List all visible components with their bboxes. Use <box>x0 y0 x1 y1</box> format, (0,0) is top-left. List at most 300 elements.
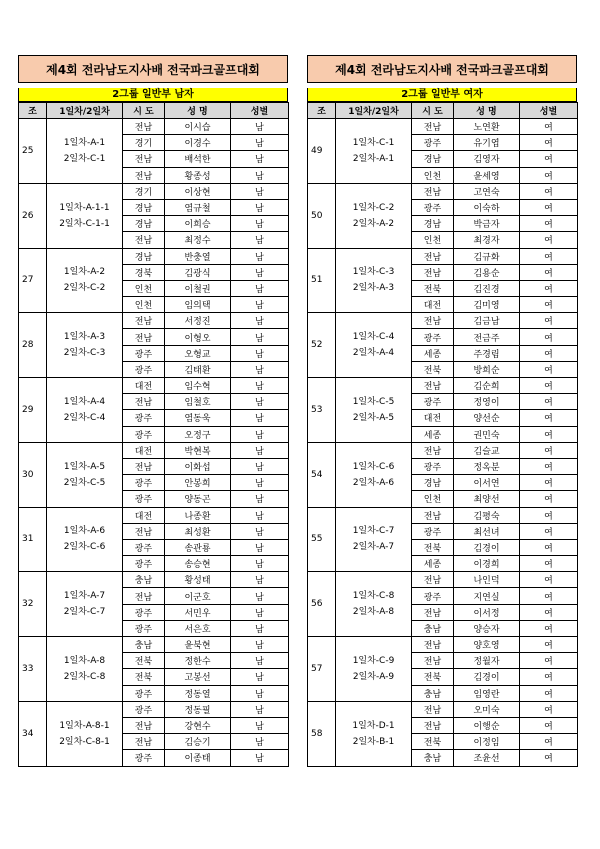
table-row <box>19 442 289 458</box>
region-cell: 전남 <box>123 588 165 604</box>
name-cell: 박현복 <box>165 442 231 458</box>
round-assignment <box>47 637 123 702</box>
group-number: 51 <box>308 248 336 313</box>
round-assignment <box>336 637 412 702</box>
name-cell: 임의택 <box>165 297 231 313</box>
gender-cell: 여 <box>520 426 578 442</box>
region-cell: 전남 <box>123 717 165 733</box>
table-row <box>19 248 289 264</box>
table-row <box>308 313 578 329</box>
round-assignment <box>336 378 412 443</box>
day2-round: 2일차-C-4 <box>63 412 106 423</box>
group-number: 30 <box>19 442 47 507</box>
name-cell: 서정진 <box>165 313 231 329</box>
region-cell: 전남 <box>412 264 454 280</box>
name-cell: 정동필 <box>165 701 231 717</box>
gender-cell: 여 <box>520 717 578 733</box>
day1-round: 1일차-C-7 <box>352 526 395 537</box>
day1-round: 1일차-C-1 <box>352 137 395 148</box>
division-subtitle: 2그룹 일반부 여자 <box>307 88 577 102</box>
region-cell: 광주 <box>123 345 165 361</box>
region-cell: 전북 <box>412 539 454 555</box>
gender-cell: 남 <box>231 523 289 539</box>
name-cell: 김금남 <box>454 313 520 329</box>
region-cell: 광주 <box>412 394 454 410</box>
round-assignment <box>336 313 412 378</box>
name-cell: 이상현 <box>165 183 231 199</box>
gender-cell: 여 <box>520 167 578 183</box>
name-cell: 최경자 <box>454 232 520 248</box>
region-cell: 경남 <box>412 216 454 232</box>
name-cell: 이철권 <box>165 280 231 296</box>
division-subtitle: 2그룹 일반부 남자 <box>18 88 288 102</box>
region-cell: 광주 <box>412 588 454 604</box>
day1-round: 1일차-A-8 <box>63 655 106 666</box>
day1-round: 1일차-A-4 <box>63 396 106 407</box>
region-cell: 전남 <box>412 507 454 523</box>
name-cell: 송관룡 <box>165 539 231 555</box>
gender-cell: 남 <box>231 556 289 572</box>
day2-round: 2일차-C-8 <box>63 671 106 682</box>
group-number: 29 <box>19 378 47 443</box>
gender-cell: 남 <box>231 264 289 280</box>
gender-cell: 남 <box>231 426 289 442</box>
table-row <box>308 248 578 264</box>
name-cell: 최정수 <box>165 232 231 248</box>
day1-round: 1일차-C-9 <box>352 655 395 666</box>
name-cell: 최성환 <box>165 523 231 539</box>
gender-cell: 여 <box>520 135 578 151</box>
region-cell: 전남 <box>412 378 454 394</box>
name-cell: 노연환 <box>454 119 520 135</box>
region-cell: 인천 <box>123 280 165 296</box>
region-cell: 인천 <box>412 491 454 507</box>
gender-cell: 남 <box>231 216 289 232</box>
region-cell: 광주 <box>123 556 165 572</box>
name-cell: 염규철 <box>165 199 231 215</box>
name-cell: 김용순 <box>454 264 520 280</box>
region-cell: 전남 <box>412 717 454 733</box>
col-group-no: 조 <box>308 103 336 119</box>
region-cell: 전남 <box>412 572 454 588</box>
name-cell: 송승현 <box>165 556 231 572</box>
gender-cell: 여 <box>520 491 578 507</box>
day1-round: 1일차-C-5 <box>352 396 395 407</box>
region-cell: 충남 <box>412 620 454 636</box>
table-row <box>19 183 289 199</box>
day2-round: 2일차-C-1-1 <box>59 218 110 229</box>
gender-cell: 남 <box>231 361 289 377</box>
region-cell: 광주 <box>123 701 165 717</box>
gender-cell: 남 <box>231 685 289 701</box>
name-cell: 김미영 <box>454 297 520 313</box>
name-cell: 양승자 <box>454 620 520 636</box>
day1-round: 1일차-D-1 <box>352 720 395 731</box>
round-assignment <box>47 701 123 766</box>
round-assignment <box>47 248 123 313</box>
gender-cell: 여 <box>520 151 578 167</box>
day2-round: 2일차-A-2 <box>352 218 395 229</box>
round-assignment <box>336 248 412 313</box>
round-assignment <box>47 572 123 637</box>
region-cell: 광주 <box>412 135 454 151</box>
gender-cell: 남 <box>231 119 289 135</box>
name-cell: 이형오 <box>165 329 231 345</box>
day1-round: 1일차-A-2 <box>63 267 106 278</box>
table-row <box>19 507 289 523</box>
name-cell: 임영란 <box>454 685 520 701</box>
gender-cell: 여 <box>520 183 578 199</box>
region-cell: 전남 <box>123 394 165 410</box>
round-assignment <box>47 507 123 572</box>
group-number: 54 <box>308 442 336 507</box>
region-cell: 광주 <box>412 523 454 539</box>
group-number: 33 <box>19 637 47 702</box>
name-cell: 안봉희 <box>165 475 231 491</box>
name-cell: 정영이 <box>454 394 520 410</box>
table-row <box>308 442 578 458</box>
gender-cell: 여 <box>520 750 578 766</box>
name-cell: 김태환 <box>165 361 231 377</box>
region-cell: 전남 <box>123 734 165 750</box>
name-cell: 이종태 <box>165 750 231 766</box>
day1-round: 1일차-A-6 <box>63 526 106 537</box>
gender-cell: 여 <box>520 345 578 361</box>
women-roster-table <box>307 102 578 767</box>
gender-cell: 남 <box>231 394 289 410</box>
region-cell: 광주 <box>123 410 165 426</box>
gender-cell: 남 <box>231 183 289 199</box>
name-cell: 윤북현 <box>165 637 231 653</box>
name-cell: 전금주 <box>454 329 520 345</box>
name-cell: 오형교 <box>165 345 231 361</box>
region-cell: 전남 <box>412 604 454 620</box>
gender-cell: 여 <box>520 507 578 523</box>
gender-cell: 여 <box>520 734 578 750</box>
region-cell: 대전 <box>123 507 165 523</box>
day1-round: 1일차-A-7 <box>63 591 106 602</box>
col-region: 시 도 <box>412 103 454 119</box>
region-cell: 인천 <box>123 297 165 313</box>
day2-round: 2일차-C-8-1 <box>59 736 110 747</box>
name-cell: 임철호 <box>165 394 231 410</box>
region-cell: 충남 <box>412 685 454 701</box>
region-cell: 대전 <box>123 442 165 458</box>
gender-cell: 여 <box>520 248 578 264</box>
col-rounds: 1일차/2일차 <box>47 103 123 119</box>
name-cell: 서민우 <box>165 604 231 620</box>
gender-cell: 남 <box>231 669 289 685</box>
table-row <box>19 572 289 588</box>
tournament-title: 제4회 전라남도지사배 전국파크골프대회 <box>307 55 577 83</box>
name-cell: 고봉선 <box>165 669 231 685</box>
gender-cell: 여 <box>520 394 578 410</box>
round-assignment <box>336 183 412 248</box>
gender-cell: 남 <box>231 280 289 296</box>
name-cell: 이시습 <box>165 119 231 135</box>
gender-cell: 남 <box>231 442 289 458</box>
col-group-no: 조 <box>19 103 47 119</box>
gender-cell: 남 <box>231 588 289 604</box>
name-cell: 유기엽 <box>454 135 520 151</box>
gender-cell: 여 <box>520 442 578 458</box>
region-cell: 전남 <box>412 653 454 669</box>
region-cell: 인천 <box>412 232 454 248</box>
group-number: 26 <box>19 183 47 248</box>
group-number: 53 <box>308 378 336 443</box>
gender-cell: 여 <box>520 378 578 394</box>
region-cell: 전남 <box>412 248 454 264</box>
name-cell: 이정임 <box>454 734 520 750</box>
region-cell: 광주 <box>123 604 165 620</box>
name-cell: 반충열 <box>165 248 231 264</box>
gender-cell: 여 <box>520 199 578 215</box>
region-cell: 경기 <box>123 135 165 151</box>
name-cell: 이서연 <box>454 475 520 491</box>
gender-cell: 여 <box>520 232 578 248</box>
name-cell: 이경수 <box>165 135 231 151</box>
name-cell: 정한수 <box>165 653 231 669</box>
gender-cell: 여 <box>520 588 578 604</box>
region-cell: 경기 <box>123 183 165 199</box>
gender-cell: 여 <box>520 556 578 572</box>
round-assignment <box>336 119 412 184</box>
day2-round: 2일차-A-6 <box>352 477 395 488</box>
table-row <box>19 637 289 653</box>
gender-cell: 여 <box>520 410 578 426</box>
region-cell: 경남 <box>412 151 454 167</box>
day1-round: 1일차-A-1-1 <box>59 202 110 213</box>
name-cell: 오미숙 <box>454 701 520 717</box>
round-assignment <box>47 183 123 248</box>
region-cell: 전북 <box>412 669 454 685</box>
region-cell: 대전 <box>412 410 454 426</box>
region-cell: 광주 <box>123 491 165 507</box>
day1-round: 1일차-C-2 <box>352 202 395 213</box>
day2-round: 2일차-A-9 <box>352 671 395 682</box>
region-cell: 광주 <box>412 199 454 215</box>
name-cell: 정옥분 <box>454 458 520 474</box>
region-cell: 대전 <box>123 378 165 394</box>
name-cell: 김진경 <box>454 280 520 296</box>
gender-cell: 남 <box>231 378 289 394</box>
region-cell: 전남 <box>123 523 165 539</box>
name-cell: 권민숙 <box>454 426 520 442</box>
region-cell: 광주 <box>412 458 454 474</box>
region-cell: 경남 <box>412 475 454 491</box>
col-name: 성 명 <box>454 103 520 119</box>
name-cell: 윤세영 <box>454 167 520 183</box>
region-cell: 세종 <box>412 556 454 572</box>
group-number: 58 <box>308 701 336 766</box>
name-cell: 김규화 <box>454 248 520 264</box>
gender-cell: 여 <box>520 119 578 135</box>
gender-cell: 여 <box>520 604 578 620</box>
name-cell: 김영자 <box>454 151 520 167</box>
women-roster-panel <box>307 55 577 767</box>
gender-cell: 여 <box>520 669 578 685</box>
gender-cell: 여 <box>520 280 578 296</box>
region-cell: 전남 <box>123 119 165 135</box>
gender-cell: 남 <box>231 232 289 248</box>
round-assignment <box>336 507 412 572</box>
day1-round: 1일차-C-4 <box>352 332 395 343</box>
region-cell: 광주 <box>123 539 165 555</box>
round-assignment <box>47 378 123 443</box>
tournament-title: 제4회 전라남도지사배 전국파크골프대회 <box>18 55 288 83</box>
group-number: 56 <box>308 572 336 637</box>
day1-round: 1일차-A-3 <box>63 332 106 343</box>
region-cell: 세종 <box>412 426 454 442</box>
region-cell: 전남 <box>123 458 165 474</box>
gender-cell: 남 <box>231 507 289 523</box>
name-cell: 지연실 <box>454 588 520 604</box>
gender-cell: 남 <box>231 135 289 151</box>
name-cell: 양선순 <box>454 410 520 426</box>
name-cell: 오정구 <box>165 426 231 442</box>
name-cell: 이군호 <box>165 588 231 604</box>
region-cell: 경남 <box>123 216 165 232</box>
group-number: 52 <box>308 313 336 378</box>
round-assignment <box>336 572 412 637</box>
name-cell: 김순희 <box>454 378 520 394</box>
region-cell: 충남 <box>123 572 165 588</box>
group-number: 32 <box>19 572 47 637</box>
day1-round: 1일차-C-6 <box>352 461 395 472</box>
region-cell: 광주 <box>123 361 165 377</box>
name-cell: 김승기 <box>165 734 231 750</box>
name-cell: 정동열 <box>165 685 231 701</box>
table-row <box>308 507 578 523</box>
group-number: 25 <box>19 119 47 184</box>
table-row <box>308 183 578 199</box>
gender-cell: 남 <box>231 750 289 766</box>
group-number: 50 <box>308 183 336 248</box>
day1-round: 1일차-C-8 <box>352 591 395 602</box>
day1-round: 1일차-A-1 <box>63 137 106 148</box>
name-cell: 양동곤 <box>165 491 231 507</box>
name-cell: 조윤선 <box>454 750 520 766</box>
day2-round: 2일차-C-7 <box>63 607 106 618</box>
name-cell: 김광식 <box>165 264 231 280</box>
table-row <box>308 701 578 717</box>
col-gender: 성별 <box>231 103 289 119</box>
day1-round: 1일차-C-3 <box>352 267 395 278</box>
region-cell: 전남 <box>123 232 165 248</box>
region-cell: 전남 <box>412 701 454 717</box>
round-assignment <box>47 442 123 507</box>
gender-cell: 남 <box>231 199 289 215</box>
region-cell: 전남 <box>412 183 454 199</box>
gender-cell: 남 <box>231 572 289 588</box>
region-cell: 광주 <box>123 475 165 491</box>
round-assignment <box>47 119 123 184</box>
gender-cell: 남 <box>231 539 289 555</box>
table-row <box>19 378 289 394</box>
table-row <box>308 119 578 135</box>
name-cell: 김슬교 <box>454 442 520 458</box>
region-cell: 광주 <box>123 426 165 442</box>
header-row <box>308 103 578 119</box>
gender-cell: 남 <box>231 734 289 750</box>
men-roster-table <box>18 102 289 767</box>
gender-cell: 남 <box>231 475 289 491</box>
gender-cell: 남 <box>231 167 289 183</box>
table-row <box>19 119 289 135</box>
header-row <box>19 103 289 119</box>
gender-cell: 여 <box>520 329 578 345</box>
name-cell: 김경이 <box>454 669 520 685</box>
name-cell: 김경이 <box>454 539 520 555</box>
day2-round: 2일차-A-4 <box>352 348 395 359</box>
name-cell: 김평숙 <box>454 507 520 523</box>
table-row <box>308 572 578 588</box>
gender-cell: 여 <box>520 313 578 329</box>
gender-cell: 남 <box>231 329 289 345</box>
group-number: 49 <box>308 119 336 184</box>
day2-round: 2일차-A-3 <box>352 283 395 294</box>
region-cell: 경북 <box>123 264 165 280</box>
region-cell: 대전 <box>412 297 454 313</box>
name-cell: 이행순 <box>454 717 520 733</box>
men-roster-body <box>19 119 289 767</box>
gender-cell: 남 <box>231 717 289 733</box>
gender-cell: 여 <box>520 475 578 491</box>
gender-cell: 여 <box>520 572 578 588</box>
region-cell: 세종 <box>412 345 454 361</box>
group-number: 34 <box>19 701 47 766</box>
gender-cell: 남 <box>231 248 289 264</box>
day2-round: 2일차-C-6 <box>63 542 106 553</box>
name-cell: 최양선 <box>454 491 520 507</box>
group-number: 27 <box>19 248 47 313</box>
gender-cell: 여 <box>520 297 578 313</box>
name-cell: 임수혁 <box>165 378 231 394</box>
region-cell: 전남 <box>412 119 454 135</box>
name-cell: 황종성 <box>165 167 231 183</box>
gender-cell: 남 <box>231 313 289 329</box>
name-cell: 방희순 <box>454 361 520 377</box>
region-cell: 광주 <box>123 620 165 636</box>
gender-cell: 남 <box>231 620 289 636</box>
name-cell: 정월자 <box>454 653 520 669</box>
gender-cell: 여 <box>520 539 578 555</box>
region-cell: 전남 <box>412 313 454 329</box>
name-cell: 양호영 <box>454 637 520 653</box>
day2-round: 2일차-C-3 <box>63 348 106 359</box>
region-cell: 광주 <box>123 685 165 701</box>
group-number: 55 <box>308 507 336 572</box>
gender-cell: 남 <box>231 458 289 474</box>
round-assignment <box>47 313 123 378</box>
col-name: 성 명 <box>165 103 231 119</box>
region-cell: 전남 <box>412 637 454 653</box>
region-cell: 전북 <box>123 653 165 669</box>
name-cell: 이희승 <box>165 216 231 232</box>
gender-cell: 여 <box>520 361 578 377</box>
name-cell: 강현수 <box>165 717 231 733</box>
region-cell: 전북 <box>412 734 454 750</box>
gender-cell: 남 <box>231 410 289 426</box>
gender-cell: 남 <box>231 604 289 620</box>
col-rounds: 1일차/2일차 <box>336 103 412 119</box>
gender-cell: 여 <box>520 216 578 232</box>
gender-cell: 여 <box>520 685 578 701</box>
table-row <box>19 701 289 717</box>
gender-cell: 여 <box>520 620 578 636</box>
day2-round: 2일차-C-5 <box>63 477 106 488</box>
gender-cell: 여 <box>520 701 578 717</box>
